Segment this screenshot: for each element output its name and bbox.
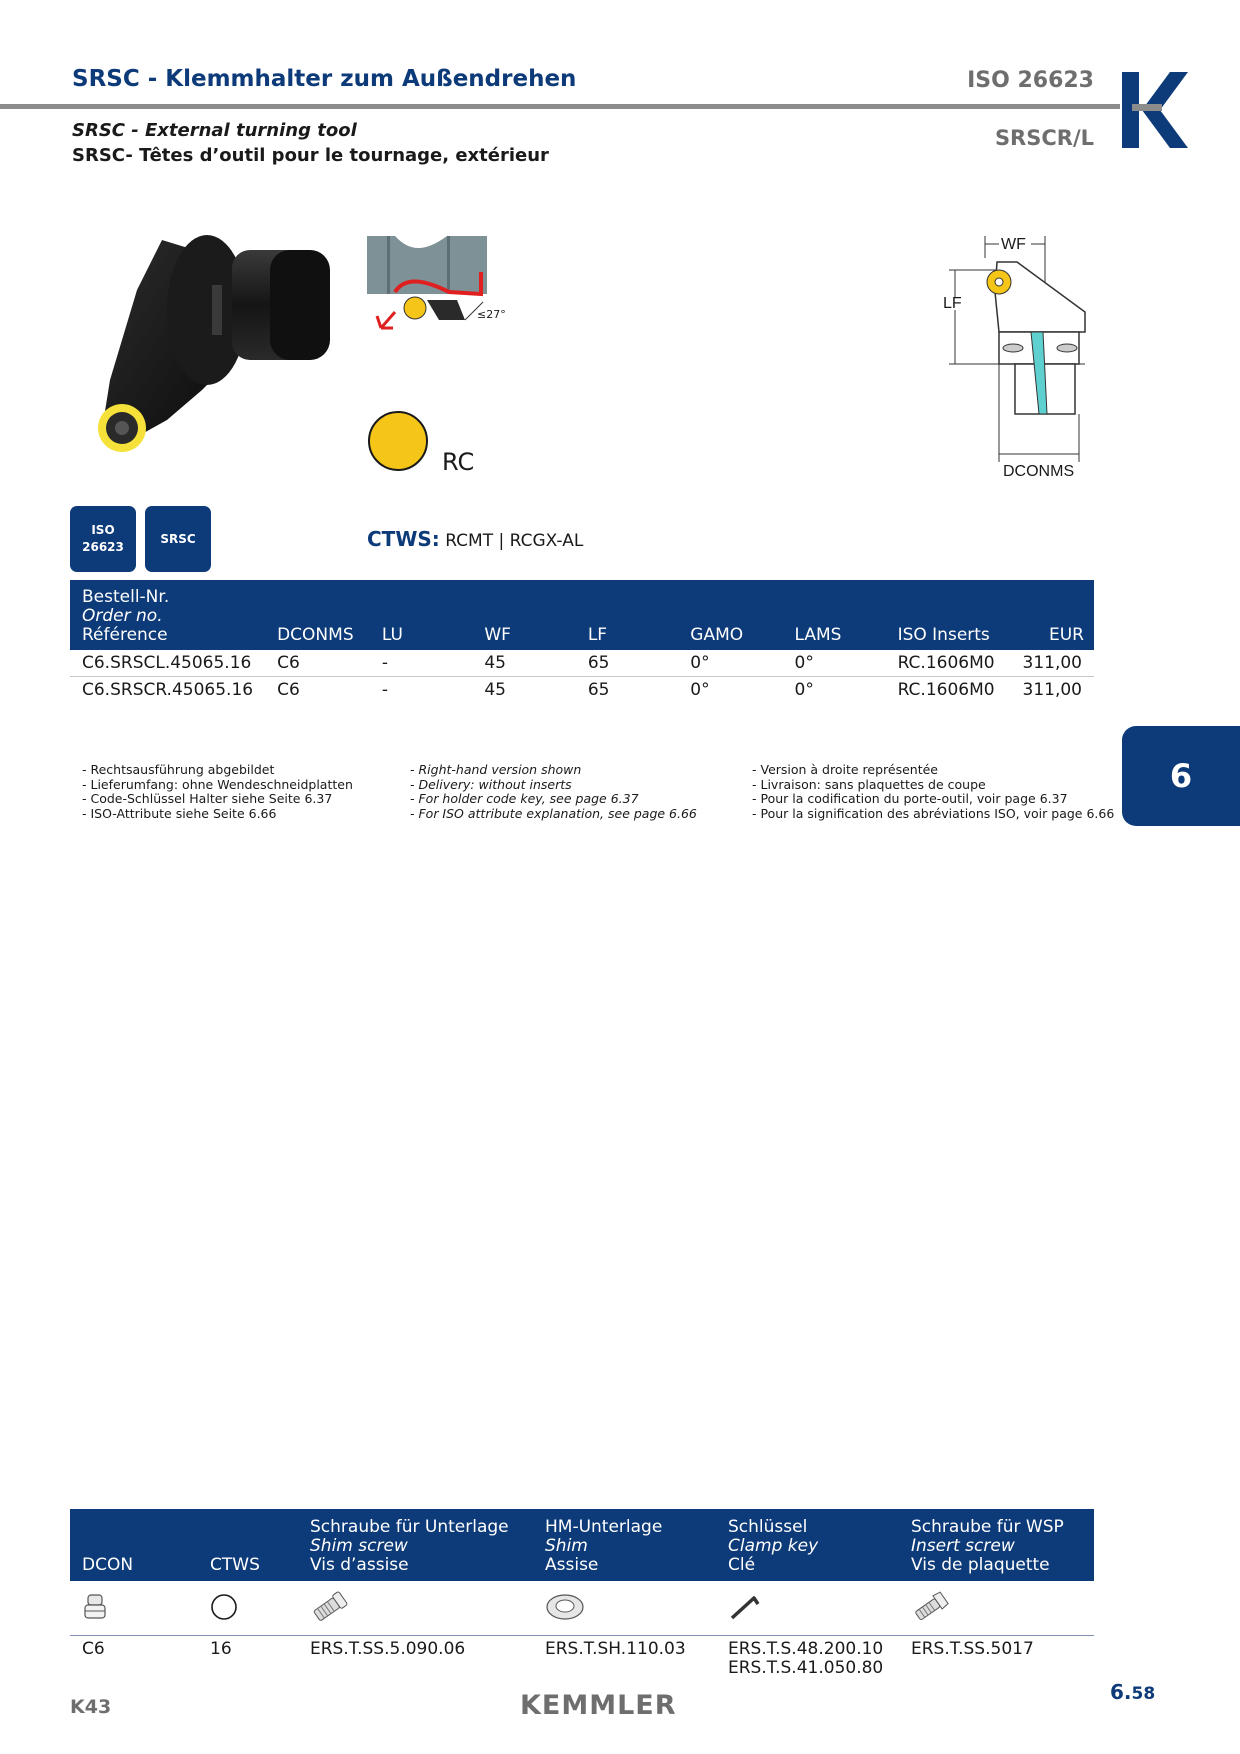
- page-subtitle-en: SRSC - External turning tool: [72, 120, 357, 141]
- hex-key-icon: [728, 1592, 762, 1622]
- notes-french: [752, 763, 1114, 821]
- accessories-icon-row: [70, 1581, 1094, 1635]
- col-clamp-key: Schlüssel Clamp key Clé: [716, 1509, 899, 1581]
- cell-lu: -: [370, 650, 472, 676]
- cell-eur: 311,00: [1022, 679, 1082, 700]
- col-iso-inserts: ISO Inserts: [886, 580, 1011, 650]
- order-number: C6.SRSCL.45065.16: [70, 650, 265, 676]
- holder-code-label: SRSCR/L: [994, 126, 1094, 150]
- page-number-major: 6.: [1110, 1680, 1132, 1704]
- dimension-drawing: [935, 232, 1095, 482]
- chapter-tab[interactable]: 6: [1122, 726, 1240, 826]
- note-line: - Rechtsausführung abgebildet: [82, 762, 275, 777]
- table-row: [70, 676, 1094, 702]
- ctws-label: CTWS:: [367, 527, 440, 551]
- iso-badge-line2: 26623: [82, 540, 124, 554]
- note-line: - Code-Schlüssel Halter siehe Seite 6.37: [82, 791, 333, 806]
- notes-english: [410, 763, 697, 821]
- cell-wf: 45: [472, 650, 576, 676]
- order-table-header: [70, 580, 1094, 650]
- col-dcon: DCON: [70, 1509, 198, 1581]
- note-line: - Version à droite représentée: [752, 762, 938, 777]
- footer-code: K43: [70, 1696, 112, 1718]
- shim-screw-icon: [310, 1590, 350, 1624]
- note-line: - Delivery: without inserts: [410, 776, 572, 792]
- page-title: SRSC - Klemmhalter zum Außendrehen: [72, 66, 577, 92]
- standard-label: ISO 26623: [967, 68, 1094, 93]
- page-subtitle-fr: SRSC- Têtes d’outil pour le tournage, extérieur: [72, 145, 549, 166]
- ctws-line: [367, 527, 583, 551]
- note-line: - ISO-Attribute siehe Seite 6.66: [82, 805, 277, 821]
- col-wf: WF: [472, 580, 576, 650]
- note-line: - Lieferumfang: ohne Wendeschneidplatten: [82, 776, 353, 792]
- dim-dconms-label: DCONMS: [1003, 463, 1075, 480]
- col-shim: HM-Unterlage Shim Assise: [533, 1509, 716, 1581]
- header-rule: [0, 104, 1120, 109]
- note-line: - Pour la signification des abréviations ISO, voir page 6.66: [752, 805, 1115, 821]
- cell-shim: ERS.T.SH.110.03: [545, 1638, 686, 1659]
- note-line: - Livraison: sans plaquettes de coupe: [752, 776, 986, 792]
- col-dconms: DCONMS: [265, 580, 370, 650]
- cell-dconms: C6: [265, 650, 370, 676]
- cell-lf: 65: [576, 650, 678, 676]
- insert-screw-icon: [911, 1590, 951, 1624]
- angle-label: ≤27°: [477, 308, 506, 321]
- cutting-geometry-sketch: [365, 232, 525, 342]
- note-line: - Pour la codification du porte-outil, voir page 6.37: [752, 791, 1068, 806]
- cell-clamp-key: [716, 1635, 899, 1678]
- col-gamo: GAMO: [678, 580, 782, 650]
- cell-iso-inserts: RC.1606M0: [886, 650, 1011, 676]
- insert-shape-code: RC: [442, 448, 475, 476]
- cell-insert-screw: ERS.T.SS.5017: [911, 1638, 1034, 1659]
- iso-badge: [70, 506, 136, 572]
- col-insert-screw: Schraube für WSP Insert screw Vis de plaquette: [899, 1509, 1094, 1581]
- cell-dcon: C6: [82, 1638, 105, 1659]
- iso-badge-line1: ISO: [91, 523, 115, 537]
- order-table: [70, 580, 1094, 702]
- note-line: - For holder code key, see page 6.37: [410, 791, 639, 806]
- cell-lu: -: [381, 679, 389, 700]
- cell-gamo: 0°: [690, 679, 710, 700]
- round-insert-icon: [367, 410, 429, 472]
- round-insert-icon: [210, 1593, 238, 1621]
- cell-lams: 0°: [794, 679, 814, 700]
- col-lf: LF: [576, 580, 678, 650]
- footer-brand: KEMMLER: [520, 1690, 677, 1721]
- table-row: [70, 1635, 1094, 1678]
- col-ctws: CTWS: [198, 1509, 298, 1581]
- kemmler-logo-icon: [1120, 70, 1188, 150]
- srsc-badge: [145, 506, 211, 572]
- clamp-key-part-1: ERS.T.S.48.200.10: [728, 1638, 884, 1659]
- note-line: - For ISO attribute explanation, see page 6.66: [410, 805, 697, 821]
- col-lams: LAMS: [783, 580, 886, 650]
- dim-wf-label: WF: [1001, 236, 1026, 253]
- tool-holder-photo: [92, 230, 362, 482]
- cell-lams: 0°: [783, 650, 886, 676]
- cell-dconms: C6: [277, 679, 300, 700]
- ctws-value: RCMT | RCGX-AL: [445, 531, 584, 551]
- col-lu: LU: [370, 580, 472, 650]
- srsc-badge-label: SRSC: [160, 531, 196, 546]
- cell-shim-screw: ERS.T.SS.5.090.06: [310, 1638, 466, 1659]
- col-order-no: Bestell-Nr. Order no. Référence: [70, 580, 265, 650]
- cell-eur: 311,00: [1010, 650, 1094, 676]
- cell-gamo: 0°: [678, 650, 782, 676]
- order-number: C6.SRSCR.45065.16: [82, 679, 254, 700]
- cell-wf: 45: [484, 679, 506, 700]
- clamp-key-part-2: ERS.T.S.41.050.80: [728, 1657, 884, 1678]
- accessories-table: [70, 1509, 1094, 1678]
- page-number: [1110, 1680, 1155, 1704]
- accessories-header: [70, 1509, 1094, 1581]
- col-shim-screw: Schraube für Unterlage Shim screw Vis d’assise: [298, 1509, 533, 1581]
- page-number-minor: 58: [1131, 1684, 1156, 1704]
- col-eur: EUR: [1010, 580, 1094, 650]
- note-line: - Right-hand version shown: [410, 762, 582, 777]
- dcon-coupling-icon: [82, 1593, 108, 1621]
- dim-lf-label: LF: [943, 295, 962, 312]
- shim-icon: [545, 1592, 585, 1622]
- table-row: [70, 650, 1094, 676]
- cell-ctws: 16: [210, 1638, 232, 1659]
- cell-iso-inserts: RC.1606M0: [897, 679, 995, 700]
- cell-lf: 65: [587, 679, 610, 700]
- notes-german: [82, 763, 353, 821]
